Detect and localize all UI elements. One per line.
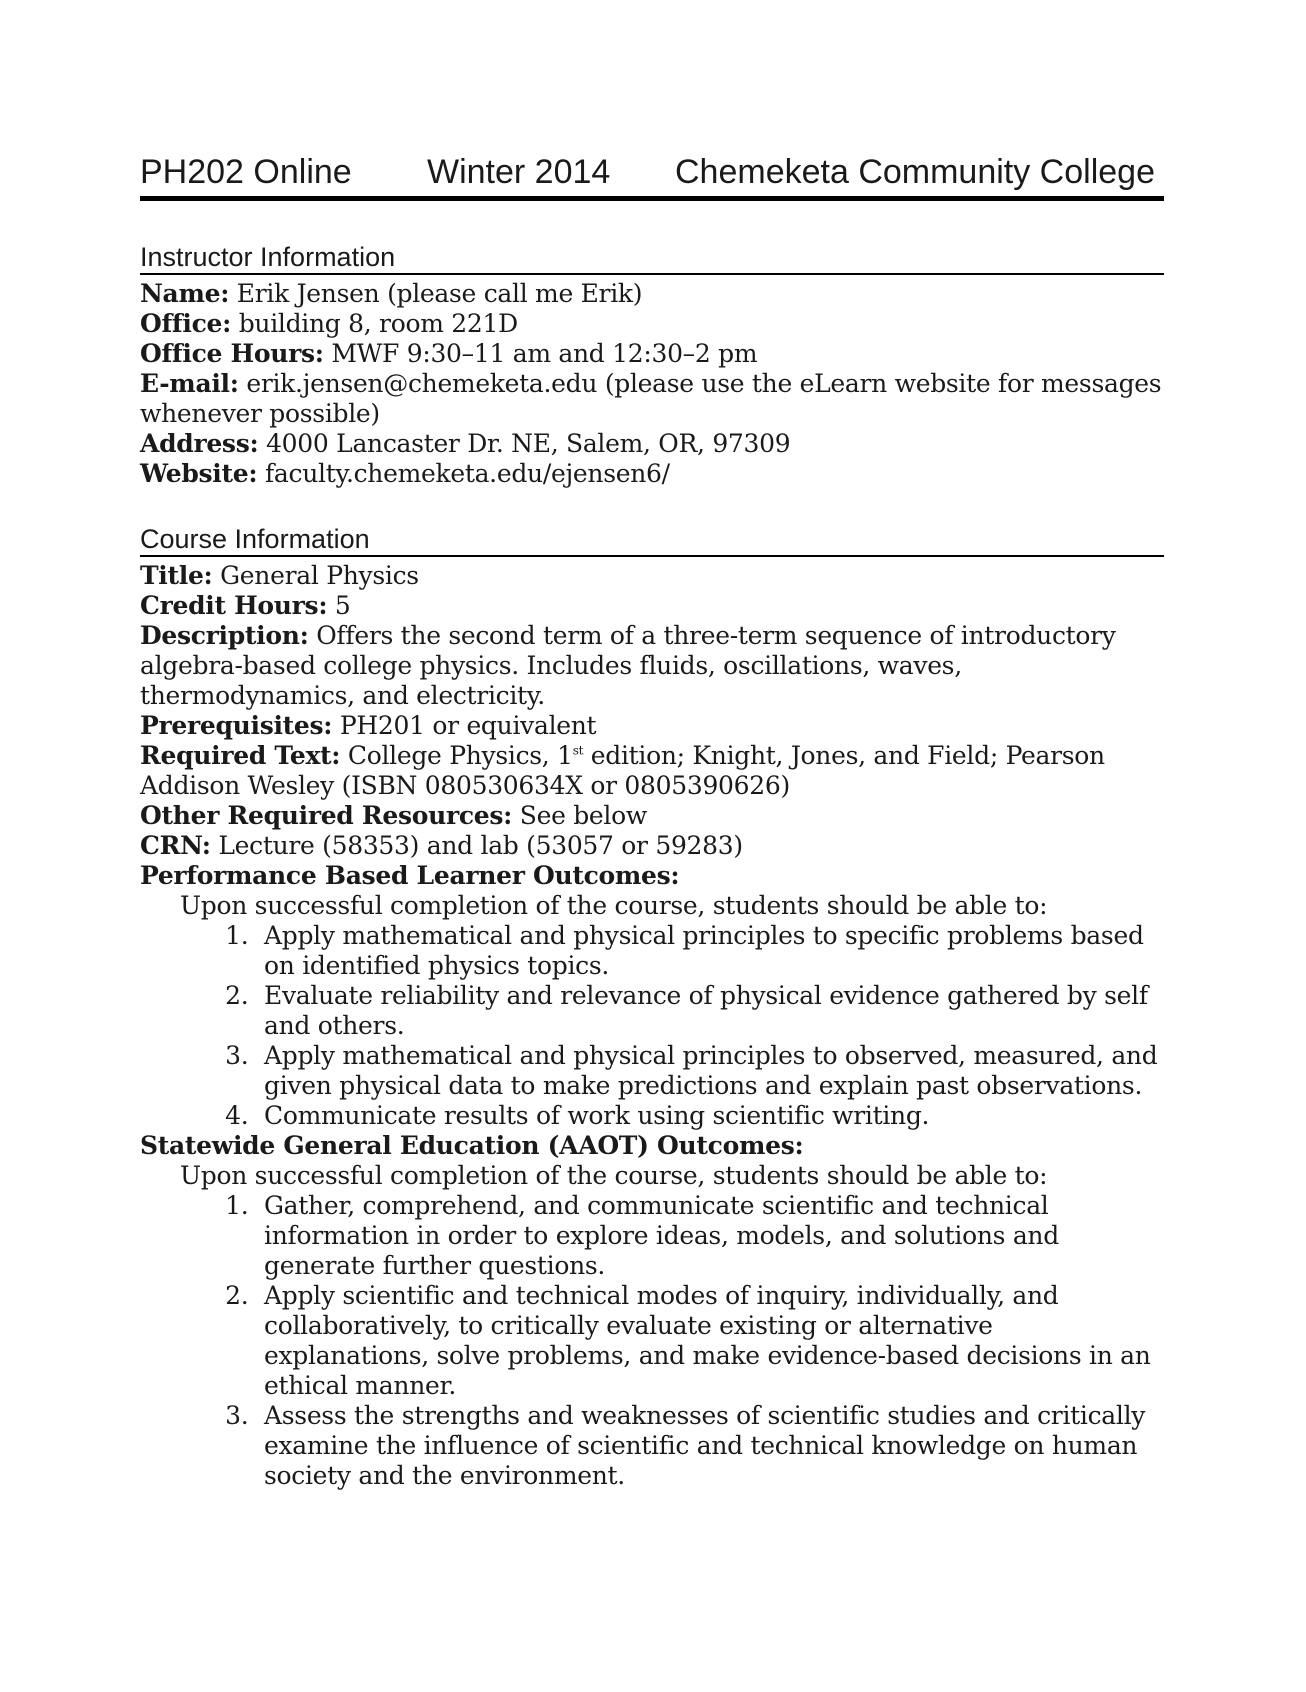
resources-label: Other Required Resources:: [140, 801, 513, 830]
list-item: 1. Apply mathematical and physical principles to specific problems based on identified physics topics.: [256, 921, 1164, 981]
required-text-field: [140, 741, 1164, 801]
address-field: [140, 429, 1164, 459]
website-label: Website:: [140, 459, 258, 488]
course-info: [140, 561, 1164, 1491]
email-field: [140, 369, 1164, 429]
crn-field: [140, 831, 1164, 861]
term: Winter 2014: [427, 153, 611, 191]
email-label: E-mail:: [140, 369, 239, 398]
list-item: 3. Apply mathematical and physical principles to observed, measured, and given physical data to make predictions and explain past observations.: [256, 1041, 1164, 1101]
credit-hours-value: 5: [334, 591, 351, 620]
office-label: Office:: [140, 309, 232, 338]
name-label: Name:: [140, 279, 230, 308]
title-label: Title:: [140, 561, 213, 590]
crn-value: Lecture (58353) and lab (53057 or 59283): [218, 831, 743, 860]
required-text-label: Required Text:: [140, 741, 341, 770]
course-heading: Course Information: [140, 523, 1164, 557]
required-text-superscript: st: [572, 743, 584, 758]
name-field: [140, 279, 1164, 309]
pblo-intro: Upon successful completion of the course, students should be able to:: [180, 891, 1048, 920]
document-header: [140, 150, 1164, 201]
list-item: 1. Gather, comprehend, and communicate scientific and technical information in order to explore ideas, models, and solutions and generate further questions.: [256, 1191, 1164, 1281]
pblo-field: [140, 861, 1164, 891]
list-item: 4. Communicate results of work using scientific writing.: [256, 1101, 1164, 1131]
title-field: [140, 561, 1164, 591]
office-hours-label: Office Hours:: [140, 339, 324, 368]
address-value: 4000 Lancaster Dr. NE, Salem, OR, 97309: [266, 429, 791, 458]
pblo-label: Performance Based Learner Outcomes:: [140, 861, 680, 890]
prerequisites-value: PH201 or equivalent: [339, 711, 597, 740]
credit-hours-field: [140, 591, 1164, 621]
list-item: 2. Evaluate reliability and relevance of physical evidence gathered by self and others.: [256, 981, 1164, 1041]
pblo-list: [140, 921, 1164, 1131]
crn-label: CRN:: [140, 831, 211, 860]
required-text-value-a: College Physics, 1: [347, 741, 573, 770]
aaot-list: [140, 1191, 1164, 1491]
name-value: Erik Jensen (please call me Erik): [236, 279, 643, 308]
address-label: Address:: [140, 429, 259, 458]
website-field: [140, 459, 1164, 489]
aaot-field: [140, 1131, 1164, 1161]
course-code: PH202 Online: [140, 153, 352, 191]
aaot-intro: Upon successful completion of the course, students should be able to:: [180, 1161, 1048, 1190]
office-hours-value: MWF 9:30–11 am and 12:30–2 pm: [331, 339, 758, 368]
title-value: General Physics: [220, 561, 419, 590]
website-value: faculty.chemeketa.edu/ejensen6/: [264, 459, 670, 488]
list-item: 2. Apply scientific and technical modes of inquiry, individually, and collaboratively, to critically evaluate existing or alternative explanations, solve problems, and make evidence-based decisions in an ethical manner.: [256, 1281, 1164, 1401]
description-label: Description:: [140, 621, 309, 650]
required-text-value-b: edition; Knight, Jones, and Field; Pearson Addison Wesley (ISBN 080530634X or 0805390626): [140, 741, 1105, 800]
prerequisites-label: Prerequisites:: [140, 711, 333, 740]
description-field: [140, 621, 1164, 711]
college-name: Chemeketa Community College: [675, 153, 1155, 191]
email-value: erik.jensen@chemeketa.edu (please use the eLearn website for messages whenever possible): [140, 369, 1162, 428]
aaot-label: Statewide General Education (AAOT) Outcomes:: [140, 1131, 804, 1160]
resources-value: See below: [519, 801, 647, 830]
instructor-info: [140, 279, 1164, 489]
prerequisites-field: [140, 711, 1164, 741]
resources-field: [140, 801, 1164, 831]
office-hours-field: [140, 339, 1164, 369]
instructor-heading: Instructor Information: [140, 241, 1164, 275]
office-value: building 8, room 221D: [238, 309, 518, 338]
office-field: [140, 309, 1164, 339]
credit-hours-label: Credit Hours:: [140, 591, 328, 620]
description-value: Offers the second term of a three-term sequence of introductory algebra-based college physics. Includes fluids, oscillations, waves, thermodynamics, and electricity.: [140, 621, 1116, 710]
syllabus-page: [140, 150, 1164, 1491]
list-item: 3. Assess the strengths and weaknesses of scientific studies and critically examine the influence of scientific and technical knowledge on human society and the environment.: [256, 1401, 1164, 1491]
